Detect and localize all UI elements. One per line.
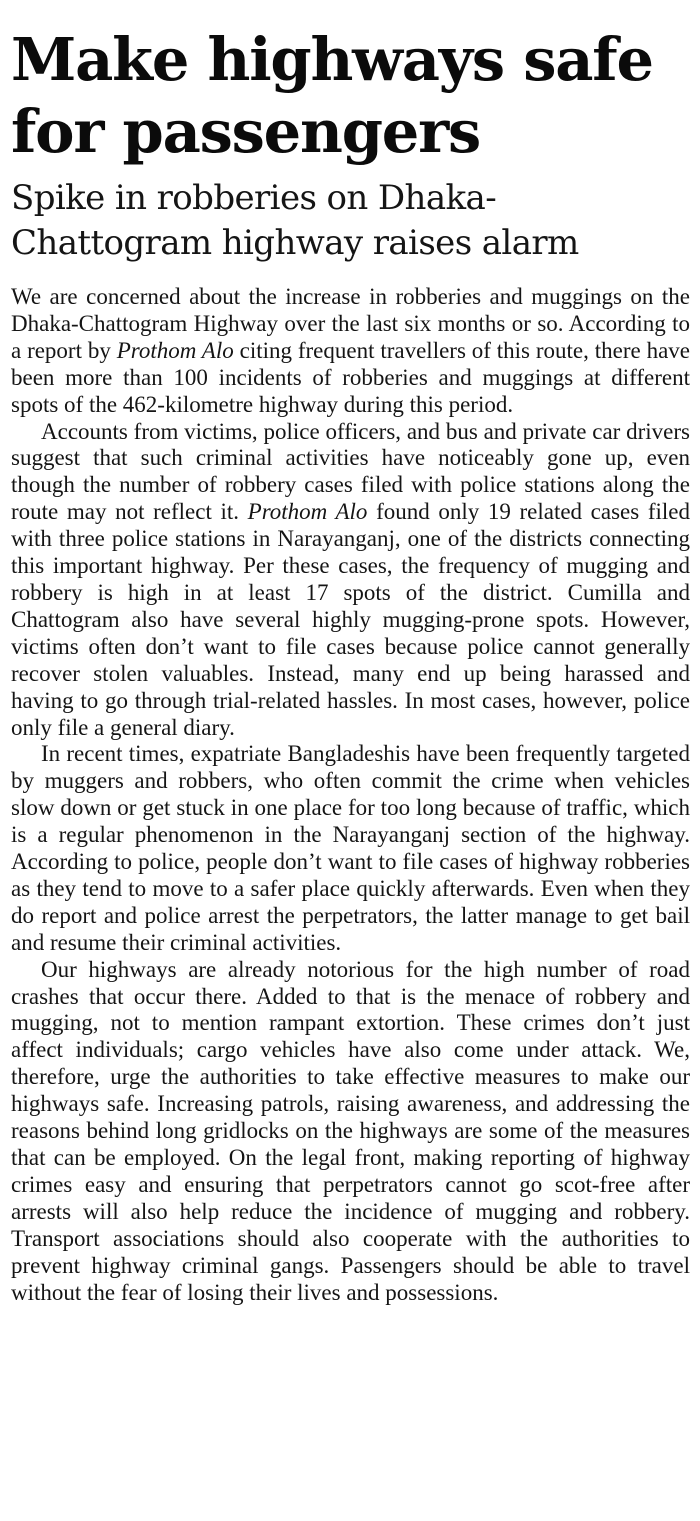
paragraph-2-text-b: found only 19 related cases filed with three police stations in Narayanganj, one of the districts connecting this important highway. Per these cases, the frequency of mugging and robbery is high in at least 17 spots of the district. Cumilla and Chattogram also have several highly mugging-prone spots. However, victims often don’t want to file cases because police cannot generally recover stolen valuables. Instead, many end up being harassed and having to go through trial-related hassles. In most cases, however, police only file a general diary. [11,499,690,740]
publication-name: Prothom Alo [247,499,368,525]
paragraph-3: In recent times, expatriate Bangladeshis have been frequently targeted by muggers and robbers, who often commit the crime when vehicles slow down or get stuck in one place for too long because of traffic, which is a regular phenomenon in the Narayanganj section of the highway. According to police, people don’t want to file cases of highway robberies as they tend to move to a safer place quickly afterwards. Even when they do report and police arrest the perpetrators, the latter manage to get bail and resume their criminal activities. [11,741,690,955]
editorial-article [11,24,690,1306]
publication-name: Prothom Alo [116,337,234,363]
paragraph-4: Our highways are already notorious for the high number of road crashes that occur there. Added to that is the menace of robbery and mugging, not to mention rampant extortion. These crimes don’t just affect individuals; cargo vehicles have also come under attack. We, therefore, urge the authorities to take effective measures to make our highways safe. Increasing patrols, raising awareness, and addressing the reasons behind long gridlocks on the highways are some of the measures that can be employed. On the legal front, making reporting of highway crimes easy and ensuring that perpetrators cannot go scot-free after arrests will also help reduce the incidence of mugging and robbery. Transport associations should also cooperate with the authorities to prevent highway criminal gangs. Passengers should be able to travel without the fear of losing their lives and possessions. [11,956,690,1305]
paragraph-1-text-b: citing frequent travellers of this route, there have been more than 100 incidents of robberies and muggings at different spots of the 462-kilometre highway during this period. [11,337,690,417]
paragraph-1-text-a: We are concerned about the increase in robberies and muggings on the Dhaka-Chattogram Highway over the last six months or so. According to a report by [11,284,690,363]
paragraph-2-text-a: Accounts from victims, police officers, and bus and private car drivers suggest that such criminal activities have noticeably gone up, even though the number of robbery cases filed with police stations along the route may not reflect it. [11,418,690,525]
paragraph-1 [11,284,690,419]
article-body [11,284,690,1306]
headline: Make highways safe for passengers [11,25,653,166]
subheadline: Spike in robberies on Dhaka-Chattogram highway raises alarm [11,178,579,263]
paragraph-2 [11,419,690,742]
